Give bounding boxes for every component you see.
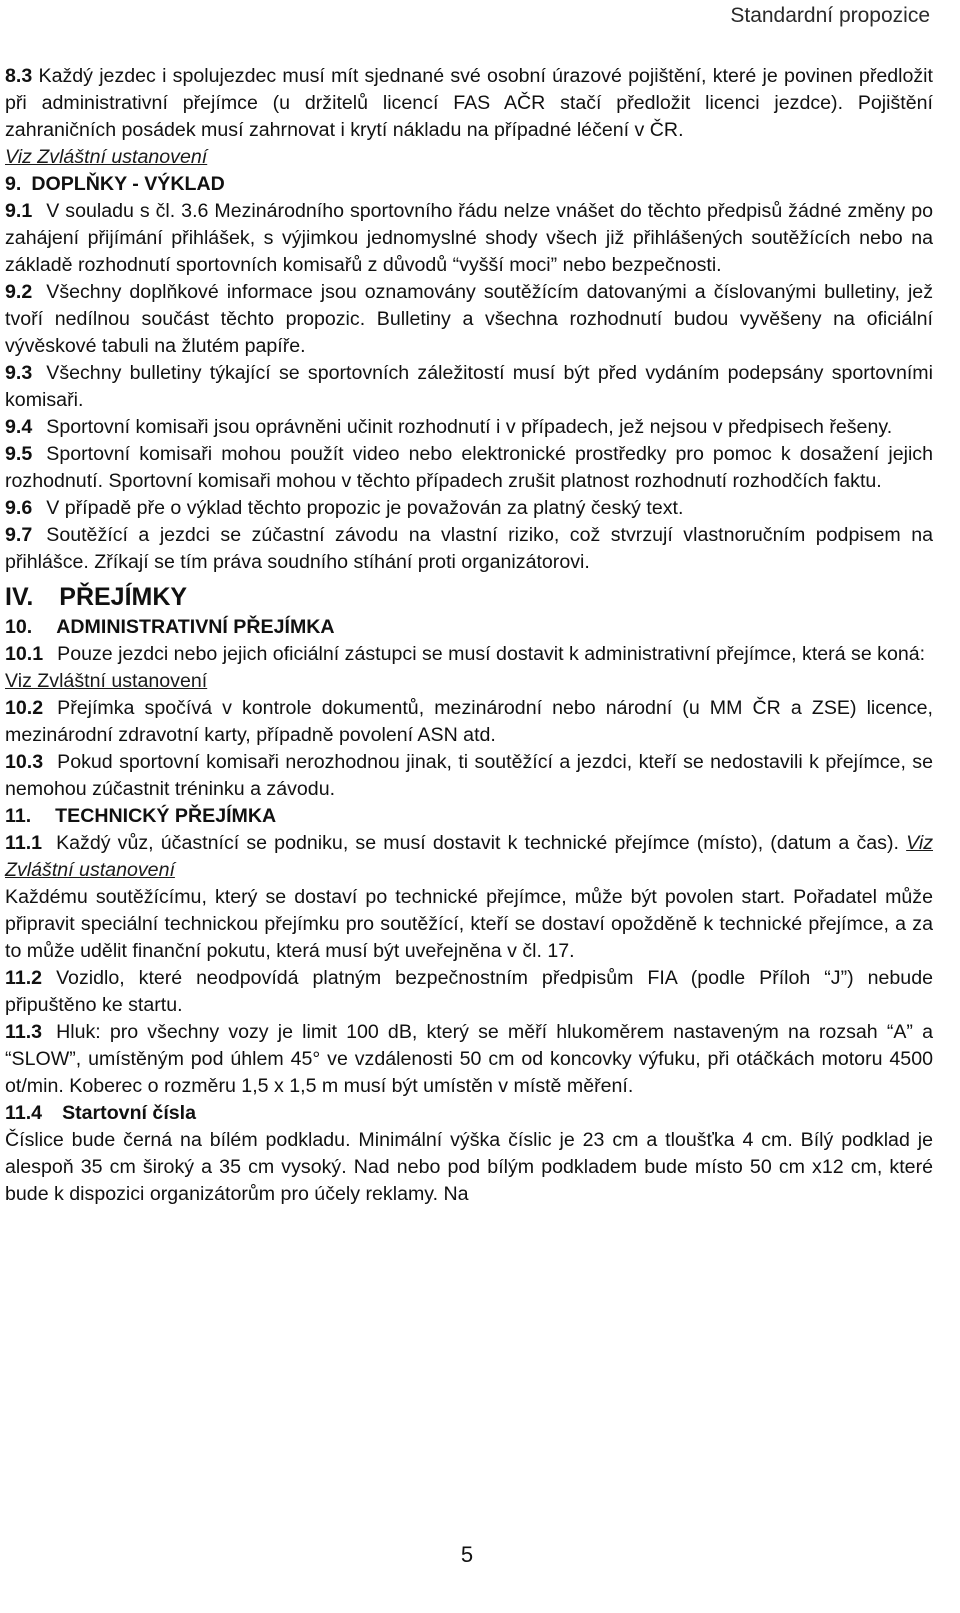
section-heading-10	[5, 614, 933, 641]
clause-9-6	[5, 495, 933, 522]
clause-number: 9.1	[5, 200, 33, 222]
running-header: Standardní propozice	[730, 4, 930, 27]
clause-11-1	[5, 830, 933, 884]
subsection-title: Startovní čísla	[62, 1102, 197, 1124]
clause-text: V souladu s čl. 3.6 Mezinárodního sportovního řádu nelze vnášet do těchto předpisů žádné změny po zahájení přijímání přihlášek, s výjimkou jednomyslné shody všech již přihlášených soutěžících nebo na základě rozhodnutí sportovních komisařů z důvodů “vyšší moci” nebo bezpečnosti.	[5, 200, 933, 276]
chapter-title: PŘEJÍMKY	[59, 583, 188, 611]
clause-number: 9.3	[5, 362, 33, 384]
clause-number: 9.2	[5, 281, 33, 303]
clause-number: 10.3	[5, 751, 44, 773]
reference-link-1[interactable]	[5, 144, 933, 171]
reference-link-2[interactable]	[5, 668, 933, 695]
clause-text: Pokud sportovní komisaři nerozhodnou jinak, ti soutěžící a jezdci, kteří se nedostavili k přejímce, se nemohou zúčastnit tréninku a závodu.	[5, 751, 933, 800]
section-title: DOPLŇKY - VÝKLAD	[31, 173, 225, 195]
clause-11-2	[5, 965, 933, 1019]
clause-text: Soutěžící a jezdci se zúčastní závodu na vlastní riziko, což stvrzují vlastnoručním podpisem na přihlášce. Zříkají se tím práva soudního stíhání proti organizátorovi.	[5, 524, 933, 573]
subsection-heading-11-4	[5, 1100, 933, 1127]
clause-10-1	[5, 641, 933, 668]
reference-link-3[interactable]: Viz Zvláštní ustanovení	[5, 832, 933, 881]
subsection-number: 11.4	[5, 1102, 43, 1124]
link-text[interactable]: Viz Zvláštní ustanovení	[5, 670, 208, 692]
clause-10-3	[5, 749, 933, 803]
document-body	[5, 63, 933, 1208]
clause-11-3	[5, 1019, 933, 1100]
clause-number: 10.1	[5, 643, 44, 665]
clause-9-1	[5, 198, 933, 279]
section-heading-9	[5, 171, 933, 198]
clause-9-7	[5, 522, 933, 576]
clause-text: Hluk: pro všechny vozy je limit 100 dB, který se měří hlukoměrem nastaveným na rozsah “A” a “SLOW”, umístěným pod úhlem 45° ve vzdálenosti 50 cm od koncovky výfuku, při otáčkách motoru 4500 ot/min. Koberec o rozměru 1,5 x 1,5 m musí být umístěn v místě měření.	[5, 1021, 933, 1097]
clause-9-3	[5, 360, 933, 414]
section-title: ADMINISTRATIVNÍ PŘEJÍMKA	[56, 616, 335, 638]
clause-text: Sportovní komisaři mohou použít video nebo elektronické prostředky pro pomoc k dosažení jejich rozhodnutí. Sportovní komisaři mohou v těchto případech zrušit platnost rozhodnutí rozhodčích faktu.	[5, 443, 933, 492]
clause-number: 9.5	[5, 443, 33, 465]
clause-text: V případě pře o výklad těchto propozic je považován za platný český text.	[46, 497, 684, 519]
clause-9-5	[5, 441, 933, 495]
clause-text: Sportovní komisaři jsou oprávněni učinit rozhodnutí i v případech, jež nejsou v předpisech řešeny.	[46, 416, 893, 438]
clause-text: Pouze jezdci nebo jejich oficiální zástupci se musí dostavit k administrativní přejímce, která se koná:	[57, 643, 926, 665]
clause-number: 8.3	[5, 65, 33, 87]
clause-text: Všechny doplňkové informace jsou oznamovány soutěžícím datovanými a číslovanými bulletiny, jež tvoří nedílnou součást těchto propozic. Bulletiny a všechna rozhodnutí budou vyvěšeny na oficiální vývěskové tabuli na žlutém papíře.	[5, 281, 933, 357]
clause-text: Vozidlo, které neodpovídá platným bezpečnostním předpisům FIA (podle Příloh “J”) nebude připuštěno ke startu.	[5, 967, 933, 1016]
clause-text: Přejímka spočívá v kontrole dokumentů, mezinárodní nebo národní (u MM ČR a ZSE) licence, mezinárodní zdravotní karty, případně povolení ASN atd.	[5, 697, 933, 746]
clause-number: 11.1	[5, 832, 43, 854]
clause-text: Každý jezdec i spolujezdec musí mít sjednané své osobní úrazové pojištění, které je povinen předložit při administrativní přejímce (u držitelů licencí FAS AČR stačí předložit licenci jezdce). Pojištění zahraničních posádek musí zahrnovat i krytí nákladu na případné léčení v ČR.	[5, 65, 933, 141]
clause-10-2	[5, 695, 933, 749]
clause-text: Všechny bulletiny týkající se sportovních záležitostí musí být před vydáním podepsány sportovními komisaři.	[5, 362, 933, 411]
clause-number: 10.2	[5, 697, 44, 719]
clause-text: Každý vůz, účastnící se podniku, se musí dostavit k technické přejímce (místo), (datum a čas).	[56, 832, 899, 854]
section-number: 10.	[5, 616, 33, 638]
clause-9-2	[5, 279, 933, 360]
clause-number: 9.4	[5, 416, 33, 438]
chapter-heading-iv	[5, 580, 933, 614]
page-number: 5	[460, 1542, 474, 1567]
section-number: 11.	[5, 805, 32, 827]
section-heading-11	[5, 803, 933, 830]
section-number: 9.	[5, 173, 22, 195]
link-text[interactable]: Viz Zvláštní ustanovení	[5, 146, 208, 168]
section-title: TECHNICKÝ PŘEJÍMKA	[55, 805, 277, 827]
clause-11-4-text: Číslice bude černá na bílém podkladu. Minimální výška číslic je 23 cm a tloušťka 4 cm. Bílý podklad je alespoň 35 cm široký a 35 cm vysoký. Nad nebo pod bílým podkladem bude místo 50 cm x12 cm, které bude k dispozici organizátorům pro účely reklamy. Na	[5, 1129, 933, 1205]
clause-number: 11.3	[5, 1021, 43, 1043]
clause-number: 9.6	[5, 497, 33, 519]
chapter-number: IV.	[5, 583, 34, 611]
clause-8-3	[5, 63, 933, 144]
clause-11-1-continued: Každému soutěžícímu, který se dostaví po technické přejímce, může být povolen start. Pořadatel může připravit speciální technickou přejímku pro soutěžící, kteří se dostaví opožděně k technické přejímce, a za to může udělit finanční pokutu, která musí být uveřejněna v čl. 17.	[5, 886, 933, 962]
clause-9-4	[5, 414, 933, 441]
clause-number: 9.7	[5, 524, 33, 546]
clause-number: 11.2	[5, 967, 43, 989]
